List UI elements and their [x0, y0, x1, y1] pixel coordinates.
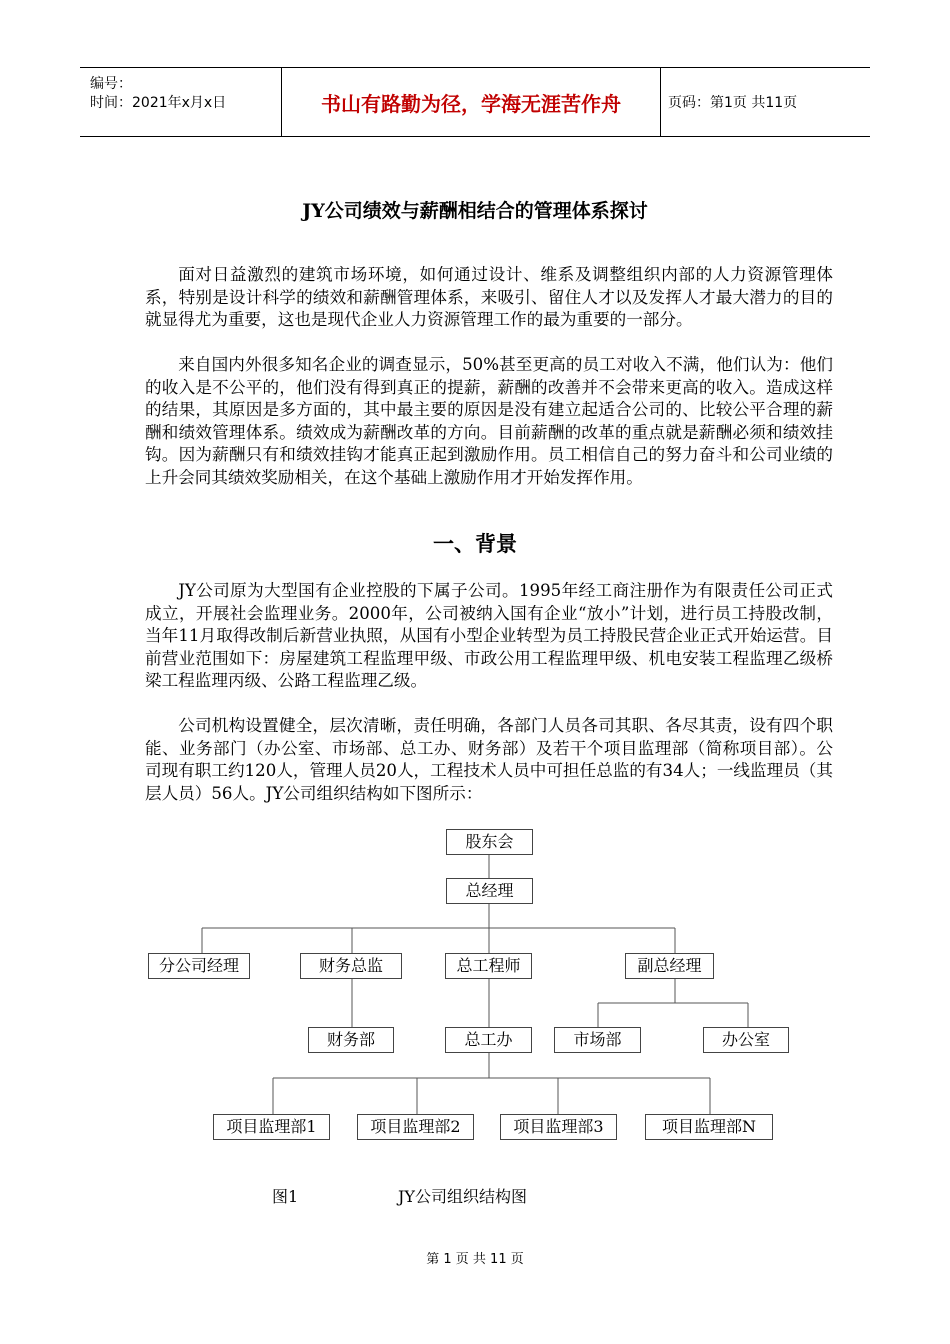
org-node-office: 办公室	[703, 1027, 789, 1053]
section-paragraph-2: 公司机构设置健全，层次清晰，责任明确，各部门人员各司其职、各尽其责，设有四个职能、业务部门（办公室、市场部、总工办、财务部）及若干个项目监理部（简称项目部）。公司现有职工约120人，管理人员20人，工程技术人员中可担任总监的有34人；一线监理员（其层人员）56人。JY公司组织结构如下图所示：	[145, 716, 833, 803]
org-node-market-dept: 市场部	[554, 1027, 641, 1053]
org-node-project-n: 项目监理部N	[645, 1114, 773, 1140]
org-node-project-3: 项目监理部3	[500, 1114, 617, 1140]
header-page-info: 页码：第1页 共11页	[668, 95, 798, 111]
number-label: 编号：	[90, 76, 132, 92]
org-node-project-2: 项目监理部2	[357, 1114, 474, 1140]
org-node-deputy-gm: 副总经理	[625, 953, 714, 979]
org-node-cfo: 财务总监	[300, 953, 402, 979]
section-heading: 一、背景	[433, 531, 517, 556]
section-paragraph-1: JY公司原为大型国有企业控股的下属子公司。1995年经工商注册作为有限责任公司正式成立，开展社会监理业务。2000年，公司被纳入国有企业“放小”计划，进行员工持股改制，当年11月取得改制后新营业执照，从国有小型企业转型为员工持股民营企业正式开始运营。目前营业范围如下：房屋建筑工程监理甲级、市政公用工程监理甲级、机电安装工程监理乙级桥梁工程监理丙级、公路工程监理乙级。	[145, 581, 833, 691]
org-node-shareholders: 股东会	[446, 829, 533, 855]
org-node-chief-engineer: 总工程师	[445, 953, 532, 979]
document-title: JY公司绩效与薪酬相结合的管理体系探讨	[302, 200, 648, 222]
org-node-chief-engineer-office: 总工办	[445, 1027, 532, 1053]
org-node-finance-dept: 财务部	[308, 1027, 394, 1053]
figure-number: 图1	[272, 1187, 299, 1206]
org-node-branch-manager: 分公司经理	[148, 953, 250, 979]
header-motto: 书山有路勤为径，学海无涯苦作舟	[282, 68, 661, 136]
intro-paragraph-2: 来自国内外很多知名企业的调查显示，50%甚至更高的员工对收入不满，他们认为：他们的收入是不公平的，他们没有得到真正的提薪，薪酬的改善并不会带来更高的收入。造成这样的结果，其原因是多方面的，其中最主要的原因是没有建立起适合公司的、比较公平合理的薪酬和绩效管理体系。绩效成为薪酬改革的方向。目前薪酬的改革的重点就是薪酬必须和绩效挂钩。因为薪酬只有和绩效挂钩才能真正起到激励作用。员工相信自己的努力奋斗和公司业绩的上升会同其绩效奖励相关，在这个基础上激励作用才开始发挥作用。	[145, 355, 833, 487]
org-node-general-manager: 总经理	[446, 878, 533, 904]
figure-caption: JY公司组织结构图	[398, 1187, 527, 1206]
time-label: 时间：2021年x月x日	[90, 95, 227, 111]
intro-paragraph-1: 面对日益激烈的建筑市场环境，如何通过设计、维系及调整组织内部的人力资源管理体系，特别是设计科学的绩效和薪酬管理体系，来吸引、留住人才以及发挥人才最大潜力的目的就显得尤为重要，这也是现代企业人力资源管理工作的最为重要的一部分。	[145, 265, 833, 330]
page-footer: 第 1 页 共 11 页	[426, 1252, 524, 1267]
org-node-project-1: 项目监理部1	[213, 1114, 330, 1140]
